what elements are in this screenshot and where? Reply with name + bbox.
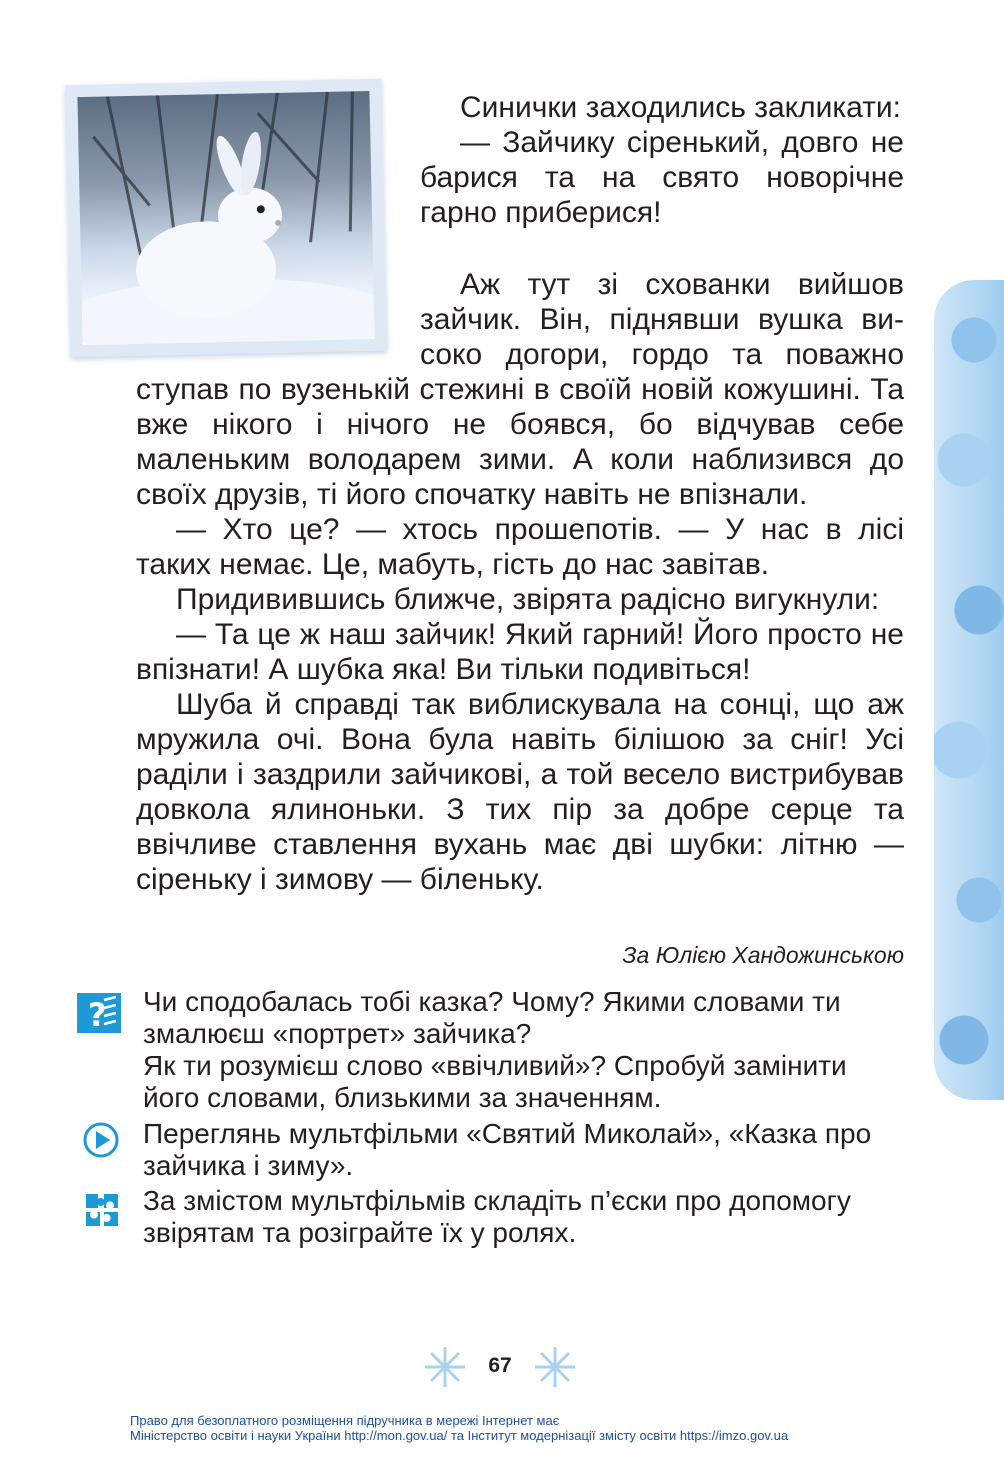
puzzle-icon [82, 1190, 122, 1235]
play-icon [82, 1121, 120, 1164]
question-text: Чи сподобалась тобі казка? Чому? Якими словами ти змалюєш «портрет» зайчика? [143, 986, 841, 1049]
footer-line: Право для безоплатного розміщення підручника в мережі Інтернет має [130, 1413, 560, 1428]
page-number: 67 [488, 1354, 512, 1377]
side-ornament [934, 280, 1004, 1100]
footer-copyright [130, 1413, 890, 1443]
story-paragraph: Аж тут зі схованки вийшов зайчик. Він, піднявши вушка високо догори, гордо та поважно ступав по вузенькій стежині в своїй новій кожушині. Та вже нікого і нічого не боявся, бо відчував себе маленьким володарем зими. А коли наблизився до своїх друзів, ті його спочатку навіть не впізнали. [136, 268, 904, 511]
page-number-decoration [420, 1342, 580, 1392]
footer-line: Міністерство освіти і науки України http://mon.gov.ua/ та Інститут модернізації змісту освіти https://imzo.gov.ua [130, 1428, 789, 1443]
story-paragraph: Шуба й справді так виблискувала на сонці, що аж мружила очі. Вона була навіть білішою за сніг! Усі раділи і заздрили зайчикові, а той весело вистрибував довкола ялиноньки. З тих пір за добре серце та ввічливе ставлення вухань має дві шубки: літню — сіреньку і зимову — біленьку. [136, 688, 904, 896]
story-paragraph: — Та це ж наш зайчик! Який гарний! Його просто не впізнати! А шубка яка! Ви тільки подивіться! [136, 618, 904, 686]
questions-task [143, 986, 905, 1114]
story-paragraph: Придивившись ближче, звірята радісно вигукнули: [176, 583, 880, 616]
story-text-main [136, 267, 904, 897]
watch-task: Переглянь мультфільми «Святий Миколай», «Казка про зайчика і зиму». [143, 1118, 872, 1181]
question-text: Як ти розумієш слово «ввічливий»? Спробуй замінити його словами, близькими за значенням. [143, 1050, 847, 1113]
story-text-top [420, 90, 904, 230]
story-paragraph: — Хто це? — хтось прошепотів. — У нас в лісі таких немає. Це, мабуть, гість до нас завітав. [136, 513, 904, 581]
question-book-icon [76, 992, 122, 1039]
group-task: За змістом мультфільмів складіть п’єски про допомогу звірятам та розіграйте їх у ролях. [143, 1185, 851, 1248]
story-paragraph: — Зайчику сіренький, довго не барися та на свято новорічне гарно приберися! [420, 126, 904, 229]
story-paragraph: Синички заходились закликати: [460, 91, 902, 124]
photo-float-spacer [136, 267, 420, 372]
svg-text:?: ? [88, 996, 107, 1034]
story-author: За Юлією Хандожинською [622, 942, 904, 968]
